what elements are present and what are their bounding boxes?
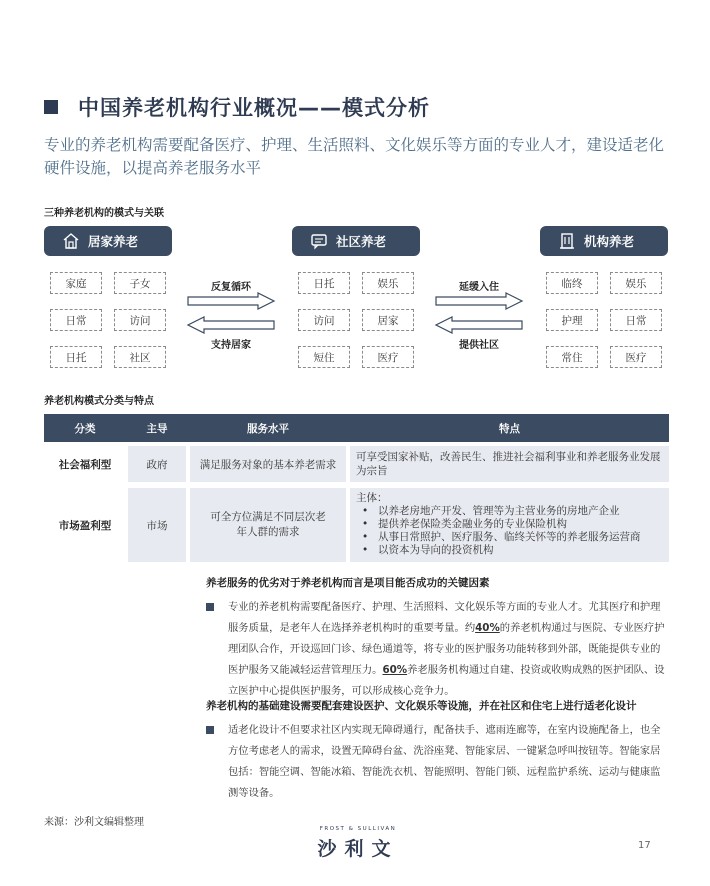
house-icon	[62, 232, 80, 250]
company-logo	[308, 826, 408, 861]
item-box: 访问	[114, 309, 166, 331]
table-header	[44, 414, 669, 442]
page-title: 中国养老机构行业概况——模式分析	[78, 96, 430, 120]
column-header: 主导	[146, 422, 168, 435]
highlight-stat: 40%	[475, 622, 500, 634]
source-note: 来源：沙利文编辑整理	[44, 817, 144, 828]
item-box: 常住	[546, 346, 598, 368]
row-features	[356, 492, 666, 557]
item-box: 医疗	[610, 346, 662, 368]
item-box: 护理	[546, 309, 598, 331]
item-box: 日常	[50, 309, 102, 331]
text-run: 的养老机构通过与医院、专业医疗护理团队合作，开设巡回门诊、绿色通道等，将专业的医护服务功能转移到外部，既能提供专业的医护服务又能减轻运营管理压力。	[228, 622, 665, 676]
column-header: 特点	[499, 422, 520, 435]
features-list	[356, 505, 666, 557]
right-arrow-icon	[186, 292, 276, 310]
row-lead: 政府	[128, 446, 186, 482]
arrow-label: 支持居家	[211, 340, 251, 351]
chat-icon	[310, 232, 328, 250]
model-header-home	[44, 226, 172, 256]
item-box: 访问	[298, 309, 350, 331]
page-title-row	[44, 92, 430, 122]
text-run: 专业的养老机构需要配备医疗、护理、生活照料、文化娱乐等方面的专业人才。尤其医疗和护理服务质量，是老年人在选择养老机构时的重要考量。约	[228, 601, 661, 634]
item-box: 娱乐	[610, 272, 662, 294]
square-bullet	[206, 726, 214, 734]
page-number: 17	[638, 840, 651, 851]
arrow-label: 提供社区	[459, 340, 499, 351]
feature-item: • 提供养老保险类金融业务的专业保险机构	[356, 518, 666, 531]
text-run: 养老服务机构通过自建、投资或收购成熟的医护团队、设立医护中心提供医护服务，可以形成核心竞争力。	[228, 664, 665, 697]
building-icon	[558, 232, 576, 250]
logo-small-text: FROST & SULLIVAN	[319, 826, 397, 832]
paragraph-text	[206, 597, 670, 702]
arrow-label: 反复循环	[211, 282, 251, 293]
model-header-institution	[540, 226, 668, 256]
square-bullet	[206, 603, 214, 611]
item-box: 居家	[362, 309, 414, 331]
item-box: 社区	[114, 346, 166, 368]
item-box: 娱乐	[362, 272, 414, 294]
page-subtitle: 专业的养老机构需要配备医疗、护理、生活照料、文化娱乐等方面的专业人才，建设适老化硬件设施，以提高养老服务水平	[44, 136, 665, 177]
row-type: 市场盈利型	[58, 519, 112, 532]
section-heading: 养老机构的基础建设需要配套建设医护、文化娱乐等设施，并在社区和住宅上进行适老化设计	[206, 700, 637, 712]
paragraph-text: 适老化设计不但要求社区内实现无障碍通行，配备扶手、遮雨连廊等，在室内设施配备上，也全方位考虑老人的需求，设置无障碍台盆、洗浴座凳、智能家居、一键紧急呼叫按钮等。智能家居包括：智能空调、智能冰箱、智能洗衣机、智能照明、智能门锁、远程监护系统、运动与健康监测等设备。	[228, 724, 661, 799]
model-name: 社区养老	[336, 234, 387, 249]
table-label: 养老机构模式分类与特点	[44, 396, 154, 407]
item-box: 临终	[546, 272, 598, 294]
item-box: 日常	[610, 309, 662, 331]
feature-item: • 以资本为导向的投资机构	[356, 544, 666, 557]
item-box: 日托	[298, 272, 350, 294]
left-arrow-icon	[434, 316, 524, 334]
column-header: 服务水平	[247, 422, 289, 435]
logo-big-text: 沙利文	[317, 838, 399, 860]
model-header-community	[292, 226, 420, 256]
row-service: 满足服务对象的基本养老需求	[190, 446, 346, 482]
row-features: 可享受国家补贴，改善民生、推进社会福利事业和养老服务业发展为宗旨	[350, 446, 669, 482]
title-square-marker	[44, 100, 58, 114]
right-arrow-icon	[434, 292, 524, 310]
item-box: 医疗	[362, 346, 414, 368]
row-service: 可全方位满足不同层次老年人群的需求	[190, 488, 346, 562]
model-name: 居家养老	[88, 234, 139, 249]
row-lead: 市场	[128, 488, 186, 562]
features-intro: 主体：	[356, 492, 388, 504]
model-name: 机构养老	[584, 234, 635, 249]
left-arrow-icon	[186, 316, 276, 334]
diagram-label: 三种养老机构的模式与关联	[44, 208, 164, 219]
arrow-label: 延缓入住	[459, 282, 499, 293]
section-paragraph	[206, 720, 670, 804]
item-box: 日托	[50, 346, 102, 368]
highlight-stat: 60%	[382, 664, 408, 676]
item-box: 子女	[114, 272, 166, 294]
section-heading: 养老服务的优劣对于养老机构而言是项目能否成功的关键因素	[206, 577, 490, 589]
feature-item: • 以养老房地产开发、管理等为主营业务的房地产企业	[356, 505, 666, 518]
section-paragraph	[206, 597, 670, 702]
row-type: 社会福利型	[58, 458, 112, 471]
column-header: 分类	[74, 422, 96, 435]
item-box: 家庭	[50, 272, 102, 294]
item-box: 短住	[298, 346, 350, 368]
feature-item: • 从事日常照护、医疗服务、临终关怀等的养老服务运营商	[356, 531, 666, 544]
